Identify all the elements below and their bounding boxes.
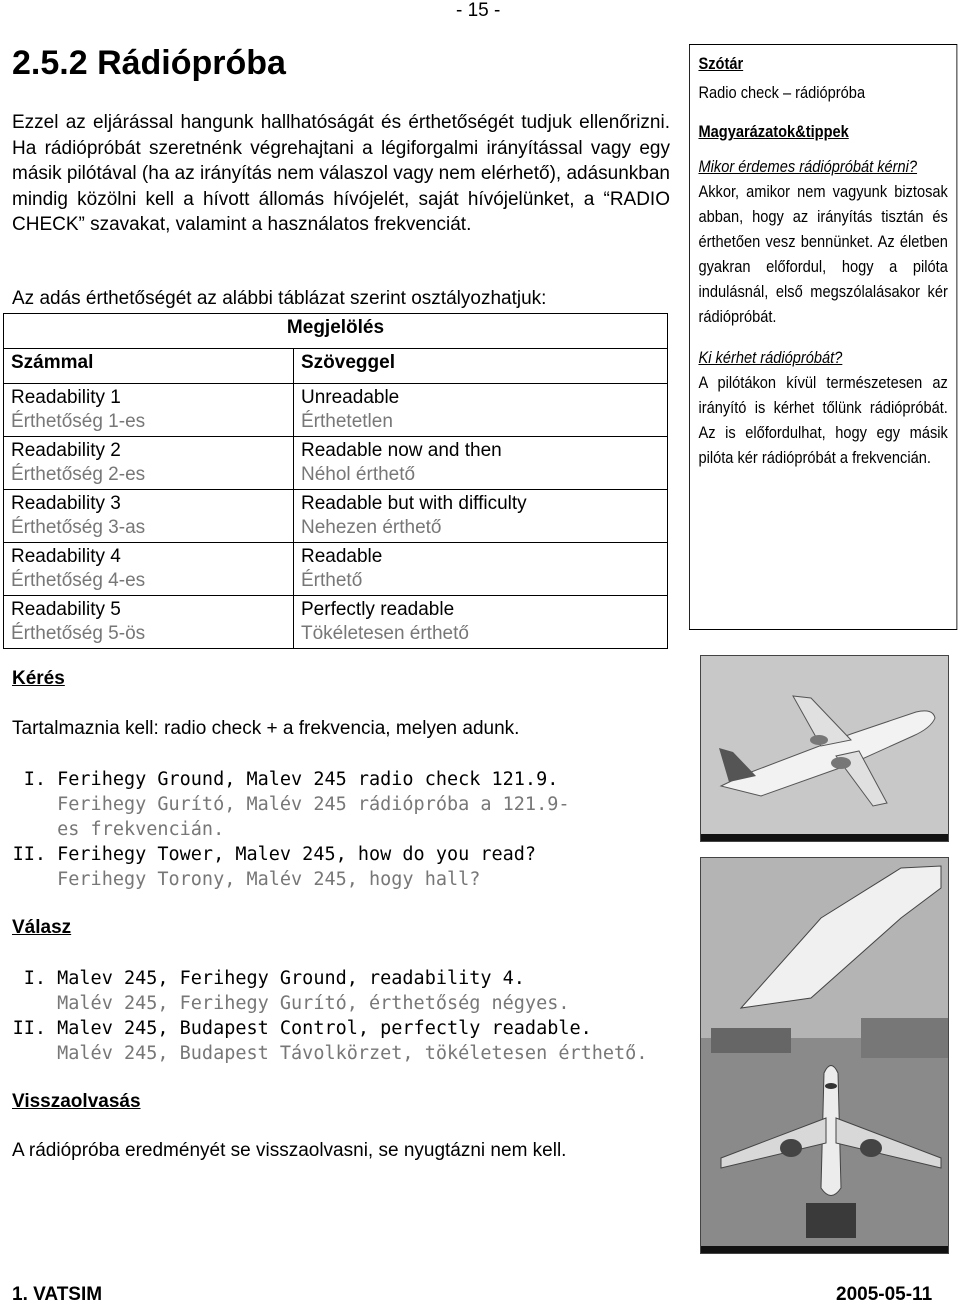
- answer-heading: Válasz: [12, 917, 72, 938]
- table-row: [4, 437, 668, 490]
- footer-left: 1. VATSIM: [12, 1284, 103, 1305]
- readability-text-hu: Érthetetlen: [301, 411, 393, 432]
- table-row: [4, 384, 668, 437]
- example-hu: Ferihegy Gurító, Malév 245 rádiópróba a 121.9-: [57, 794, 570, 815]
- example-number: II.: [12, 1018, 46, 1039]
- table-row: [4, 596, 668, 649]
- table-row: [4, 490, 668, 543]
- example-number: I.: [23, 769, 46, 790]
- example-hu: Malév 245, Budapest Távolkörzet, tökéletesen érthető.: [57, 1043, 648, 1064]
- example-en: Malev 245, Ferihegy Ground, readability 4.: [57, 968, 525, 989]
- request-text: Tartalmaznia kell: radio check + a frekvencia, melyen adunk.: [12, 718, 520, 739]
- example-en: Ferihegy Tower, Malev 245, how do you read?: [57, 844, 537, 865]
- readability-text-en: Readable: [301, 546, 383, 567]
- readability-text-hu: Érthető: [301, 570, 363, 591]
- readability-text-hu: Nehezen érthető: [301, 517, 442, 538]
- example-number: I.: [23, 968, 46, 989]
- readability-text-en: Readable now and then: [301, 440, 502, 461]
- example-hu: Ferihegy Torony, Malév 245, hogy hall?: [57, 869, 481, 890]
- tip-answer: Akkor, amikor nem vagyunk biztosak abban, hogy az irányítás tisztán és érthetően vesz bennünket. Az életben gyakran előfordul, hogy a pilóta indulásnál, első megszólalásakor kér rádiópróbát.: [698, 182, 948, 326]
- readability-en: Readability 3: [11, 493, 121, 514]
- tips-title: Magyarázatok&tippek: [698, 122, 849, 141]
- table-caption: Megjelölés: [4, 314, 668, 349]
- readability-en: Readability 4: [11, 546, 121, 567]
- readability-text-hu: Néhol érthető: [301, 464, 416, 485]
- readability-hu: Érthetőség 1-es: [11, 411, 146, 432]
- dictionary-entry: Radio check – rádiópróba: [698, 83, 866, 102]
- readability-hu: Érthetőség 2-es: [11, 464, 146, 485]
- tip-answer: A pilótákon kívül természetesen az irányító is kérhet tőlünk rádiópróbát. Az is előfordulhat, hogy egy másik pilóta kér rádiópróbát a frekvencián.: [698, 373, 948, 467]
- readability-en: Readability 1: [11, 387, 121, 408]
- tip-question: Mikor érdemes rádiópróbát kérni?: [698, 157, 918, 176]
- readability-text-en: Readable but with difficulty: [301, 493, 527, 514]
- page-title: 2.5.2 Rádiópróba: [12, 44, 286, 82]
- example-en: Ferihegy Ground, Malev 245 radio check 121.9.: [57, 769, 559, 790]
- example-hu: Malév 245, Ferihegy Gurító, érthetőség négyes.: [57, 993, 570, 1014]
- intro-paragraph: Ezzel az eljárással hangunk hallhatóságát és érthetőségét tudjuk ellenőrizni. Ha rádiópróbát szeretnénk végrehajtani a légiforgalmi irányítással vagy egy másik pilótával (ha az irányítás nem válaszol vagy nem elérhető), adásunkban mindig közölni kell a hívott állomás hívójelét, saját hívójelünket, a “RADIO CHECK” szavakat, valamint a használatos frekvenciát.: [12, 112, 670, 235]
- readability-hu: Érthetőség 3-as: [11, 517, 146, 538]
- readability-text-hu: Tökéletesen érthető: [301, 623, 469, 644]
- readability-text-en: Perfectly readable: [301, 599, 455, 620]
- column-header-number: Számmal: [4, 349, 294, 384]
- readability-en: Readability 2: [11, 440, 121, 461]
- readability-hu: Érthetőség 4-es: [11, 570, 146, 591]
- table-intro: Az adás érthetőségét az alábbi táblázat szerint osztályozhatjuk:: [12, 288, 547, 309]
- airplane-flight-photo: [700, 655, 949, 842]
- request-examples: [0, 767, 570, 892]
- readability-en: Readability 5: [11, 599, 121, 620]
- airplane-apron-photo: [700, 857, 949, 1254]
- sidebar-box: [689, 44, 957, 630]
- example-en: Malev 245, Budapest Control, perfectly readable.: [57, 1018, 592, 1039]
- table-row: [4, 543, 668, 596]
- example-hu: es frekvencián.: [57, 819, 225, 840]
- example-number: II.: [12, 844, 46, 865]
- readability-text-en: Unreadable: [301, 387, 400, 408]
- readback-text: A rádiópróba eredményét se visszaolvasni, se nyugtázni nem kell.: [12, 1140, 567, 1161]
- airplane-flight-icon: [701, 656, 948, 841]
- page-number: - 15 -: [456, 0, 501, 21]
- column-header-text: Szöveggel: [294, 349, 668, 384]
- airplane-apron-icon: [701, 858, 948, 1253]
- tip-question: Ki kérhet rádiópróbát?: [698, 348, 843, 367]
- dictionary-title: Szótár: [698, 54, 744, 73]
- footer-right: 2005-05-11: [836, 1284, 933, 1305]
- answer-examples: [0, 966, 647, 1066]
- readback-heading: Visszaolvasás: [12, 1091, 141, 1112]
- readability-table: [3, 313, 668, 649]
- request-heading: Kérés: [12, 668, 65, 689]
- readability-hu: Érthetőség 5-ös: [11, 623, 146, 644]
